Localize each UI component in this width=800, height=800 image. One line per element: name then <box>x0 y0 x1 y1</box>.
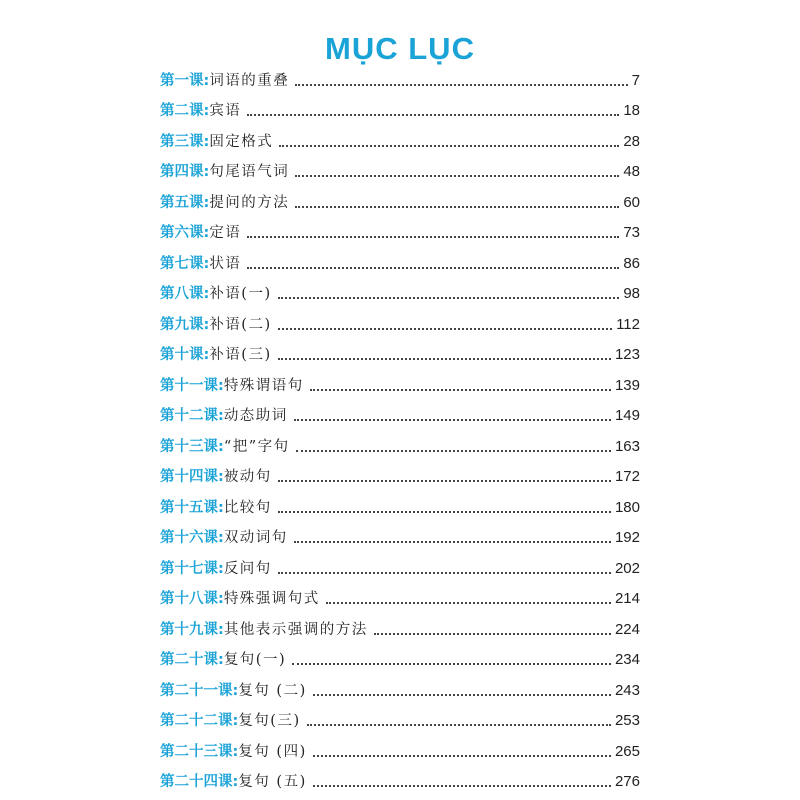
lesson-number: 第二十三课: <box>160 743 239 760</box>
dot-leader <box>294 541 611 543</box>
toc-entry[interactable] <box>160 399 640 430</box>
lesson-number: 第六课: <box>160 225 210 241</box>
dot-leader <box>296 450 611 452</box>
toc-entry[interactable] <box>160 368 640 399</box>
lesson-topic: 特殊谓语句 <box>223 377 304 394</box>
page-number: 73 <box>623 224 640 241</box>
toc-entry[interactable] <box>160 704 640 735</box>
lesson-number: 第十三课: <box>160 438 224 455</box>
lesson-topic: 句尾语气词 <box>209 164 290 180</box>
dot-leader <box>310 389 611 391</box>
toc-entry[interactable] <box>160 490 640 521</box>
lesson-number: 第二十四课: <box>160 774 239 790</box>
lesson-number: 第十八课: <box>160 591 224 607</box>
page-number: 243 <box>614 681 640 699</box>
page-number: 60 <box>623 193 640 211</box>
table-of-contents <box>160 63 640 795</box>
toc-entry[interactable] <box>160 734 640 765</box>
dot-leader <box>278 358 611 360</box>
toc-entry[interactable] <box>160 582 640 613</box>
dot-leader <box>278 328 612 330</box>
page-number: 224 <box>614 620 640 638</box>
dot-leader <box>278 511 611 513</box>
lesson-number: 第二十课: <box>160 652 224 668</box>
toc-entry[interactable] <box>160 124 640 155</box>
toc-entry[interactable] <box>160 673 640 704</box>
dot-leader <box>247 236 619 238</box>
page-number: 86 <box>623 254 640 272</box>
page-number: 98 <box>623 285 640 302</box>
page-number: 123 <box>614 346 640 363</box>
lesson-topic: 补语(三) <box>209 347 272 363</box>
dot-leader <box>279 145 619 147</box>
lesson-number: 第二十二课: <box>160 713 239 729</box>
dot-leader <box>278 297 620 299</box>
page-number: 112 <box>616 315 640 333</box>
dot-leader <box>313 785 611 787</box>
toc-entry[interactable] <box>160 612 640 643</box>
lesson-number: 第十一课: <box>160 377 224 394</box>
dot-leader <box>247 267 619 269</box>
dot-leader <box>326 602 611 604</box>
page-number: 202 <box>614 559 640 577</box>
lesson-topic: 宾语 <box>209 103 242 119</box>
dot-leader <box>313 755 611 757</box>
page-number: 234 <box>614 651 640 668</box>
page-number: 265 <box>614 742 640 760</box>
dot-leader <box>374 633 611 635</box>
lesson-topic: “把”字句 <box>223 438 290 455</box>
toc-entry[interactable] <box>160 246 640 277</box>
lesson-topic: 其他表示强调的方法 <box>223 621 368 638</box>
lesson-topic: 词语的重叠 <box>209 72 290 89</box>
toc-entry[interactable] <box>160 94 640 125</box>
toc-entry[interactable] <box>160 765 640 796</box>
dot-leader <box>295 206 619 208</box>
lesson-number: 第四课: <box>160 164 210 180</box>
toc-entry[interactable] <box>160 307 640 338</box>
lesson-number: 第二十一课: <box>160 682 239 699</box>
page-number: 149 <box>614 407 640 424</box>
dot-leader <box>294 419 611 421</box>
lesson-topic: 复句(三) <box>238 713 301 729</box>
lesson-number: 第十四课: <box>160 469 224 485</box>
page-number: 214 <box>614 590 640 607</box>
toc-entry[interactable] <box>160 216 640 247</box>
lesson-number: 第十九课: <box>160 621 224 638</box>
toc-entry[interactable] <box>160 63 640 94</box>
page-number: 139 <box>614 376 640 394</box>
lesson-number: 第十五课: <box>160 499 224 516</box>
page-title: MỤC LỤC <box>325 30 475 66</box>
dot-leader <box>295 84 627 86</box>
toc-entry[interactable] <box>160 185 640 216</box>
page-number: 276 <box>614 773 640 790</box>
lesson-number: 第八课: <box>160 286 210 302</box>
page-number: 253 <box>614 712 640 729</box>
page-number: 180 <box>614 498 640 516</box>
lesson-topic: 复句 (二) <box>238 682 307 699</box>
lesson-topic: 比较句 <box>223 499 272 516</box>
dot-leader <box>247 114 619 116</box>
lesson-number: 第十七课: <box>160 560 224 577</box>
page-number: 48 <box>623 163 640 180</box>
page-number: 28 <box>623 132 640 150</box>
page-number: 7 <box>631 71 640 89</box>
lesson-topic: 固定格式 <box>209 133 274 150</box>
page-number: 163 <box>614 437 640 455</box>
lesson-number: 第十六课: <box>160 530 224 546</box>
lesson-number: 第七课: <box>160 255 210 272</box>
lesson-number: 第三课: <box>160 133 210 150</box>
dot-leader <box>307 724 611 726</box>
lesson-topic: 复句 (五) <box>238 774 307 790</box>
lesson-number: 第十课: <box>160 347 210 363</box>
lesson-topic: 特殊强调句式 <box>223 591 320 607</box>
dot-leader <box>278 572 611 574</box>
lesson-number: 第十二课: <box>160 408 224 424</box>
dot-leader <box>292 663 611 665</box>
toc-entry[interactable] <box>160 460 640 491</box>
lesson-number: 第九课: <box>160 316 210 333</box>
lesson-number: 第一课: <box>160 72 210 89</box>
toc-entry[interactable] <box>160 429 640 460</box>
lesson-topic: 复句(一) <box>223 652 287 668</box>
dot-leader <box>278 480 611 482</box>
lesson-number: 第五课: <box>160 194 210 211</box>
lesson-number: 第二课: <box>160 103 210 119</box>
toc-entry[interactable] <box>160 155 640 186</box>
lesson-topic: 定语 <box>209 225 242 241</box>
toc-entry[interactable] <box>160 521 640 552</box>
lesson-topic: 补语(二) <box>209 316 272 333</box>
page-number: 192 <box>614 529 640 546</box>
lesson-topic: 复句 (四) <box>238 743 307 760</box>
dot-leader <box>313 694 611 696</box>
toc-entry[interactable] <box>160 551 640 582</box>
lesson-topic: 补语(一) <box>209 286 272 302</box>
lesson-topic: 反问句 <box>223 560 272 577</box>
toc-entry[interactable] <box>160 338 640 369</box>
lesson-topic: 状语 <box>209 255 242 272</box>
toc-entry[interactable] <box>160 277 640 308</box>
page-number: 18 <box>623 102 640 119</box>
page-number: 172 <box>614 468 640 485</box>
lesson-topic: 提问的方法 <box>209 194 290 211</box>
lesson-topic: 动态助词 <box>223 408 288 424</box>
dot-leader <box>295 175 619 177</box>
lesson-topic: 被动句 <box>223 469 272 485</box>
toc-entry[interactable] <box>160 643 640 674</box>
lesson-topic: 双动词句 <box>223 530 288 546</box>
